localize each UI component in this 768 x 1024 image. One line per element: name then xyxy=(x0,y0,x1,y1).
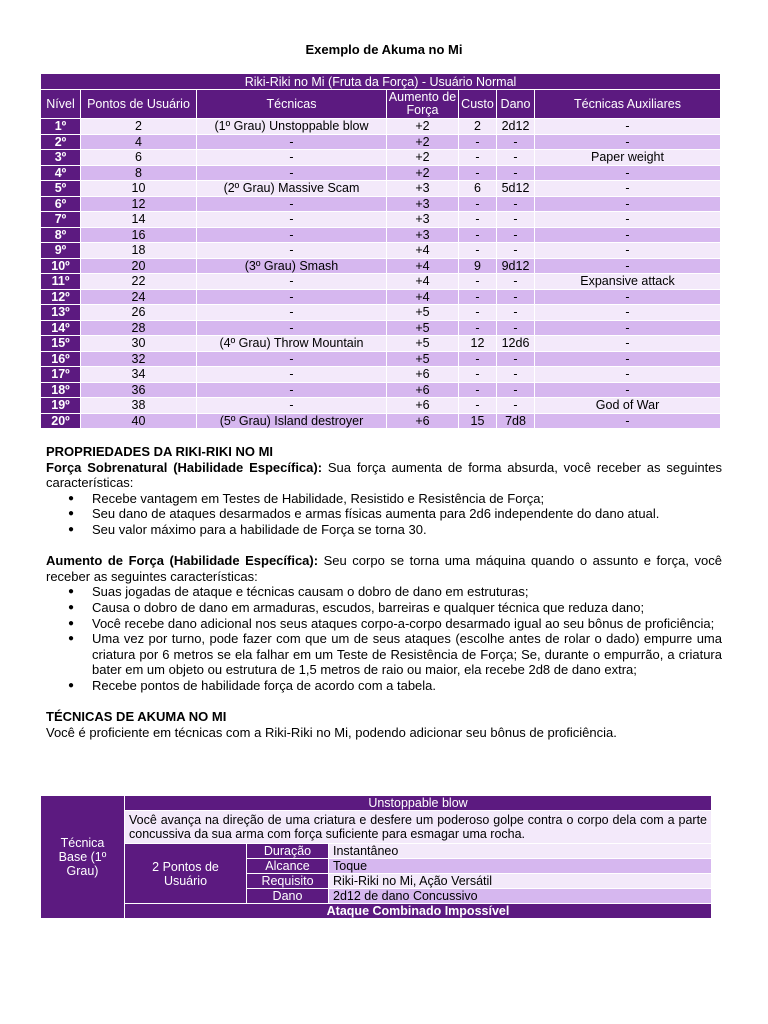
table-cell: - xyxy=(535,258,721,274)
table-cell: 22 xyxy=(81,274,197,290)
table-row xyxy=(41,181,721,197)
table-cell: - xyxy=(459,227,497,243)
table-cell: Paper weight xyxy=(535,150,721,166)
table-cell: - xyxy=(197,305,387,321)
table-cell: - xyxy=(197,196,387,212)
table-cell: 36 xyxy=(81,382,197,398)
table-cell: - xyxy=(459,320,497,336)
table-cell: 1º xyxy=(41,119,81,135)
table-cell: - xyxy=(535,320,721,336)
table-cell: - xyxy=(459,243,497,259)
table-cell: - xyxy=(197,320,387,336)
column-header: Dano xyxy=(497,90,535,119)
table-cell: +2 xyxy=(387,134,459,150)
technique-name: Unstoppable blow xyxy=(125,796,712,811)
table-cell: 7d8 xyxy=(497,413,535,429)
table-cell: 24 xyxy=(81,289,197,305)
table-cell: +3 xyxy=(387,196,459,212)
table-cell: 12 xyxy=(459,336,497,352)
table-cell: - xyxy=(535,382,721,398)
table-cell: 12 xyxy=(81,196,197,212)
table-cell: 9d12 xyxy=(497,258,535,274)
table-cell: - xyxy=(535,134,721,150)
table-cell: - xyxy=(535,227,721,243)
forca-label: Força Sobrenatural (Habilidade Específica): xyxy=(46,459,323,475)
forca-text: Sua força aumenta de forma absurda, você receber as seguintes características: xyxy=(46,459,722,491)
table-cell: - xyxy=(535,367,721,383)
table-cell: - xyxy=(497,196,535,212)
table-cell: +3 xyxy=(387,227,459,243)
table-cell: +2 xyxy=(387,150,459,166)
table-cell: +5 xyxy=(387,336,459,352)
table-cell: - xyxy=(197,382,387,398)
table-cell: 18º xyxy=(41,382,81,398)
table-cell: 15º xyxy=(41,336,81,352)
table-cell: +3 xyxy=(387,212,459,228)
document-title: Exemplo de Akuma no Mi xyxy=(305,42,463,57)
table-cell: - xyxy=(197,351,387,367)
table-cell: - xyxy=(197,367,387,383)
table-row xyxy=(41,413,721,429)
table-cell: - xyxy=(459,196,497,212)
table-cell: 20 xyxy=(81,258,197,274)
aumento-text: Seu corpo se torna uma máquina quando o assunto e força, você receber as seguintes características: xyxy=(46,553,722,584)
table-cell: 10º xyxy=(41,258,81,274)
table-row xyxy=(41,134,721,150)
list-item: ● Recebe vantagem em Testes de Habilidade, Resistido e Resistência de Força; xyxy=(92,491,722,507)
level-table xyxy=(40,73,721,429)
table-cell: - xyxy=(535,351,721,367)
table-cell: 5d12 xyxy=(497,181,535,197)
table-row xyxy=(41,351,721,367)
table-cell: - xyxy=(197,134,387,150)
table-cell: +6 xyxy=(387,413,459,429)
table-cell: 6 xyxy=(459,181,497,197)
list-item: ● Suas jogadas de ataque e técnicas causam o dobro de dano em estruturas; xyxy=(92,584,722,600)
table-cell: - xyxy=(197,243,387,259)
aumento-list xyxy=(46,584,722,693)
table-cell: - xyxy=(459,212,497,228)
aumento-paragraph xyxy=(46,553,722,584)
field-label: Duração xyxy=(247,844,329,859)
table-cell: +6 xyxy=(387,398,459,414)
table-row xyxy=(41,119,721,135)
table-row xyxy=(41,227,721,243)
table-cell: 9 xyxy=(459,258,497,274)
technique-points: 2 Pontos de Usuário xyxy=(125,844,247,904)
table-cell: +2 xyxy=(387,119,459,135)
field-label: Alcance xyxy=(247,859,329,874)
table-row xyxy=(41,165,721,181)
table-cell: - xyxy=(197,212,387,228)
table-cell: 12d6 xyxy=(497,336,535,352)
list-item: ● Seu dano de ataques desarmados e armas físicas aumenta para 2d6 independente do dano atual. xyxy=(92,506,722,522)
technique-table xyxy=(40,795,712,919)
table-cell: 8 xyxy=(81,165,197,181)
table-cell: - xyxy=(535,181,721,197)
forca-paragraph xyxy=(46,460,722,491)
table-cell: 2 xyxy=(459,119,497,135)
table-cell: +2 xyxy=(387,165,459,181)
table-cell: +4 xyxy=(387,274,459,290)
table-cell: 16º xyxy=(41,351,81,367)
table-cell: 4 xyxy=(81,134,197,150)
table-cell: (5º Grau) Island destroyer xyxy=(197,413,387,429)
table-cell: 2º xyxy=(41,134,81,150)
table-cell: - xyxy=(497,289,535,305)
technique-footer: Ataque Combinado Impossível xyxy=(125,904,712,919)
table-row xyxy=(41,150,721,166)
table-cell: (2º Grau) Massive Scam xyxy=(197,181,387,197)
table-cell: - xyxy=(459,398,497,414)
table-cell: +3 xyxy=(387,181,459,197)
table-cell: - xyxy=(459,305,497,321)
table-cell: - xyxy=(535,119,721,135)
table-cell: - xyxy=(535,165,721,181)
table-cell: 8º xyxy=(41,227,81,243)
table-cell: (3º Grau) Smash xyxy=(197,258,387,274)
table-row xyxy=(41,336,721,352)
table-cell: - xyxy=(497,382,535,398)
table-cell: - xyxy=(197,289,387,305)
table-row xyxy=(41,243,721,259)
table-cell: 30 xyxy=(81,336,197,352)
column-header: Técnicas Auxiliares xyxy=(535,90,721,119)
table-cell: - xyxy=(535,212,721,228)
table-cell: - xyxy=(497,243,535,259)
table-cell: - xyxy=(197,274,387,290)
table-cell: - xyxy=(459,351,497,367)
properties-section xyxy=(46,444,722,740)
table-cell: - xyxy=(459,367,497,383)
table-cell: God of War xyxy=(535,398,721,414)
table-caption: Riki-Riki no Mi (Fruta da Força) - Usuário Normal xyxy=(41,74,721,90)
aumento-label: Aumento de Força (Habilidade Específica): xyxy=(46,553,319,569)
table-cell: 17º xyxy=(41,367,81,383)
table-cell: - xyxy=(497,305,535,321)
table-row xyxy=(41,305,721,321)
table-cell: 6 xyxy=(81,150,197,166)
table-cell: 16 xyxy=(81,227,197,243)
list-item: ● Causa o dobro de dano em armaduras, escudos, barreiras e qualquer técnica que reduza dano; xyxy=(92,600,722,616)
field-label: Dano xyxy=(247,889,329,904)
table-cell: +5 xyxy=(387,320,459,336)
table-cell: - xyxy=(197,227,387,243)
table-cell: 2 xyxy=(81,119,197,135)
table-row xyxy=(41,398,721,414)
table-cell: 2d12 xyxy=(497,119,535,135)
column-header: Técnicas xyxy=(197,90,387,119)
table-cell: 19º xyxy=(41,398,81,414)
table-row xyxy=(41,274,721,290)
field-label: Requisito xyxy=(247,874,329,889)
list-item: ● Uma vez por turno, pode fazer com que um de seus ataques (escolhe antes de rolar o dado) empurre uma criatura por 6 metros se ela falhar em um Teste de Resistência de Força; Se, durante o empurrão, a criatura bater em um objeto ou estrutura de 1,5 metros de raio ou maior, ela recebe 2d8 de dano extra; xyxy=(92,631,722,678)
table-cell: - xyxy=(497,351,535,367)
list-item: ● Você recebe dano adicional nos seus ataques corpo-a-corpo desarmado igual ao seu bônus de proficiência; xyxy=(92,616,722,632)
table-cell: - xyxy=(197,150,387,166)
table-cell: 10 xyxy=(81,181,197,197)
table-cell: - xyxy=(459,165,497,181)
table-row xyxy=(41,382,721,398)
column-header: Custo xyxy=(459,90,497,119)
table-cell: +6 xyxy=(387,367,459,383)
table-row xyxy=(41,320,721,336)
forca-list xyxy=(46,491,722,538)
table-cell: 15 xyxy=(459,413,497,429)
table-cell: (4º Grau) Throw Mountain xyxy=(197,336,387,352)
table-cell: - xyxy=(459,134,497,150)
table-cell: - xyxy=(459,289,497,305)
table-cell: +5 xyxy=(387,305,459,321)
table-cell: 34 xyxy=(81,367,197,383)
table-cell: +4 xyxy=(387,258,459,274)
table-cell: - xyxy=(497,150,535,166)
table-cell: - xyxy=(535,413,721,429)
table-cell: (1º Grau) Unstoppable blow xyxy=(197,119,387,135)
table-cell: 4º xyxy=(41,165,81,181)
table-row xyxy=(41,196,721,212)
table-row xyxy=(41,258,721,274)
table-cell: - xyxy=(197,398,387,414)
table-cell: - xyxy=(535,336,721,352)
technique-description: Você avança na direção de uma criatura e desfere um poderoso golpe contra o corpo dela com a parte concussiva da sua arma com força suficiente para esmagar uma rocha. xyxy=(125,811,712,844)
list-item: ● Recebe pontos de habilidade força de acordo com a tabela. xyxy=(92,678,722,694)
table-cell: - xyxy=(459,150,497,166)
table-cell: 12º xyxy=(41,289,81,305)
table-cell: - xyxy=(497,134,535,150)
column-header: Pontos de Usuário xyxy=(81,90,197,119)
table-cell: 38 xyxy=(81,398,197,414)
table-cell: - xyxy=(497,367,535,383)
table-cell: +4 xyxy=(387,243,459,259)
table-cell: 9º xyxy=(41,243,81,259)
techniques-heading: TÉCNICAS DE AKUMA NO MI xyxy=(46,709,227,725)
table-cell: +6 xyxy=(387,382,459,398)
table-cell: 6º xyxy=(41,196,81,212)
table-cell: 13º xyxy=(41,305,81,321)
list-item: ● Seu valor máximo para a habilidade de Força se torna 30. xyxy=(92,522,722,538)
table-cell: 40 xyxy=(81,413,197,429)
table-row xyxy=(41,212,721,228)
table-cell: - xyxy=(459,382,497,398)
table-cell: +5 xyxy=(387,351,459,367)
column-header: Nível xyxy=(41,90,81,119)
table-cell: 14 xyxy=(81,212,197,228)
field-value: 2d12 de dano Concussivo xyxy=(329,889,712,904)
table-cell: - xyxy=(197,165,387,181)
table-cell: Expansive attack xyxy=(535,274,721,290)
field-value: Riki-Riki no Mi, Ação Versátil xyxy=(329,874,712,889)
table-cell: +4 xyxy=(387,289,459,305)
table-cell: 7º xyxy=(41,212,81,228)
table-cell: - xyxy=(497,398,535,414)
table-cell: 26 xyxy=(81,305,197,321)
table-cell: 14º xyxy=(41,320,81,336)
table-cell: - xyxy=(497,320,535,336)
table-row xyxy=(41,367,721,383)
table-cell: 5º xyxy=(41,181,81,197)
column-header: Aumento de Força xyxy=(387,90,459,119)
table-cell: - xyxy=(535,289,721,305)
table-cell: - xyxy=(535,243,721,259)
table-cell: 11º xyxy=(41,274,81,290)
table-cell: - xyxy=(497,227,535,243)
table-row xyxy=(41,289,721,305)
table-cell: 32 xyxy=(81,351,197,367)
table-cell: 20º xyxy=(41,413,81,429)
techniques-intro: Você é proficiente em técnicas com a Riki-Riki no Mi, podendo adicionar seu bônus de proficiência. xyxy=(46,724,617,740)
properties-heading: PROPRIEDADES DA RIKI-RIKI NO MI xyxy=(46,444,274,459)
table-cell: 3º xyxy=(41,150,81,166)
table-cell: - xyxy=(497,274,535,290)
table-cell: - xyxy=(497,165,535,181)
table-cell: - xyxy=(535,305,721,321)
table-cell: - xyxy=(497,212,535,228)
table-cell: - xyxy=(535,196,721,212)
table-cell: 28 xyxy=(81,320,197,336)
table-cell: - xyxy=(459,274,497,290)
table-cell: 18 xyxy=(81,243,197,259)
field-value: Instantâneo xyxy=(329,844,712,859)
technique-base-label: Técnica Base (1º Grau) xyxy=(41,796,125,919)
field-value: Toque xyxy=(329,859,712,874)
